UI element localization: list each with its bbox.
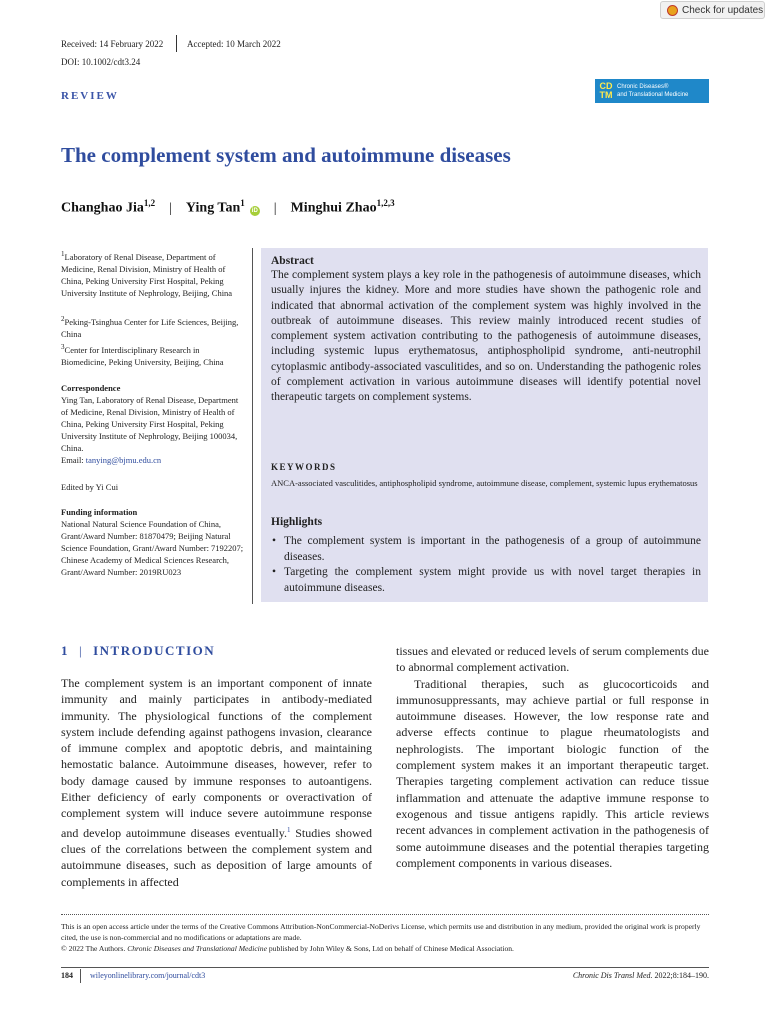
license-text: This is an open access article under the terms of the Creative Commons Attribution-NonCommercial-NoDerivs License, which permits use and distribution in any medium, provided the original work is properly cited, the use is non-commercial and no modifications or adaptations are made. © 2022 The Authors. Chronic Diseases and Translational Medicine published by John Wiley & Sons, Ltd on behalf of Chinese Medical Association. (61, 922, 701, 953)
highlight-item: • The complement system is important in the pathogenesis of a group of autoimmune diseases. (272, 535, 701, 563)
abstract-text: The complement system plays a key role in the pathogenesis of autoimmune diseases, which usually injures the kidney. More and more studies have shown the pathogenic role and indicated that abnormal activation of the complement system was highly involved in the outbreak of autoimmune diseases. This review mainly introduced recent studies of complement system activation contributing to the pathogenesis of autoimmune diseases, including systemic lupus erythematosus, antiphospholipid syndrome, anti-neutrophil cytoplasmic antibody-associated vasculitides, and so on. Understanding the pathogenic roles of complement activation in various autoimmune diseases will identify potential novel therapeutic targets on complement systems. (271, 269, 701, 404)
author-name[interactable]: Minghui Zhao$^{1,2,3}$ (290, 198, 395, 216)
body-column-left (61, 675, 372, 890)
check-for-updates-label: Check for updates (682, 4, 764, 16)
keywords-text: ANCA-associated vasculitides, antiphospholipid syndrome, autoimmune disease, complement, systemic lupus erythematosus (271, 478, 698, 488)
orcid-icon[interactable]: iD (251, 207, 258, 214)
highlights-list (271, 534, 701, 596)
doi: DOI: 10.1002/cdt3.24 (61, 57, 141, 67)
highlights-heading: Highlights (271, 516, 323, 528)
keywords-heading: KEYWORDS (271, 462, 337, 472)
author-name[interactable]: Ying Tan$^1$ (185, 198, 245, 216)
correspondence-email-link[interactable]: tanying@bjmu.edu.cn (85, 455, 162, 465)
highlight-item: • Targeting the complement system might provide us with novel target therapies in autoimmune diseases. (272, 566, 701, 594)
received-date: Received: 14 February 2022 (61, 39, 164, 49)
journal-logo-mark: CD TM (599, 81, 613, 100)
bullet-icon: • (272, 535, 277, 547)
footer-separator (80, 969, 81, 983)
journal-logo[interactable] (595, 79, 709, 103)
journal-logo-line1: Chronic Diseases® (617, 84, 669, 90)
article-title: The complement system and autoimmune diseases (61, 143, 511, 167)
bullet-icon: • (272, 566, 277, 578)
body-paragraph: Traditional therapies, such as glucocorticoids and immunosuppressants, may achieve partial or full response in autoimmune diseases. However, the low response rate and adverse effects continue to plague rheumatologists and nephrologists. The important biologic function of the complement system makes it an important therapeutic target. Therapies targeting complement activation can reduce tissue inflammation and attenuate the adaptive immune response to exogenous and tissue antigens rapidly. This article reviews recent advances in complement activation in the pathogenesis of some autoimmune diseases and the potential therapies targeting complement components in various diseases. (396, 676, 709, 870)
body-column-right (396, 643, 709, 871)
correspondence-block: Correspondence Ying Tan, Laboratory of Renal Disease, Department of Medicine, Renal Division, Ministry of Health of China, Peking University First Hospital, Peking University Institute of Nephrology, Beijing 100034, China. Email: tanying@bjmu.edu.cn (61, 382, 246, 466)
article-type: REVIEW (61, 90, 119, 102)
affiliation: $^1$Laboratory of Renal Disease, Department of Medicine, Renal Division, Ministry of Health of China, Peking University First Hospital, Peking University Institute of Nephrology, Beijing, China (61, 250, 233, 298)
funding-text: National Natural Science Foundation of China, Grant/Award Number: 81870479; Beijing Natural Science Foundation, Grant/Award Number: 7192207; Chinese Academy of Medical Sciences Research, Grant/Award Number: 2019RU023 (61, 519, 244, 577)
affiliation: $^2$Peking-Tsinghua Center for Life Sciences, Beijing, China (61, 315, 239, 339)
author-separator: | (169, 200, 172, 216)
body-paragraph: Studies showed clues of the correlations between the complement system and autoimmune diseases, such as deposition of large amounts of complements in affected (61, 825, 373, 889)
author-name[interactable]: Changhao Jia$^{1,2}$ (61, 198, 156, 216)
body-paragraph: The complement system is an important component of innate immunity and mainly participates in antibody-mediated immunity. The physiological functions of the complement system include defending against pathogens invasion, clearance of immune complex and apoptotic debris, and maintaining hemostatic balance. Autoimmune diseases, however, refer to body damage caused by immune responses to autoantigens. Either deficiency of early components or overactivation of complement system will induce severe autoimmune response and develop autoimmune diseases eventually. (61, 676, 372, 840)
funding-block (61, 506, 246, 578)
author-list (61, 198, 395, 217)
check-for-updates-button[interactable] (660, 1, 765, 19)
reference-link[interactable]: 1 (286, 825, 291, 834)
edited-by: Edited by Yi Cui (61, 482, 119, 492)
sidebar-divider (252, 248, 253, 604)
journal-logo-line2: and Translational Medicine (617, 92, 689, 98)
abstract-heading: Abstract (271, 255, 314, 267)
body-paragraph: tissues and elevated or reduced levels of serum complements due to abnormal complement activation. (396, 644, 709, 675)
section-heading: 1 | INTRODUCTION (61, 643, 216, 658)
funding-heading: Funding information (61, 507, 138, 517)
citation: Chronic Dis Transl Med. 2022;8:184–190. (572, 971, 709, 980)
author-separator: | (273, 200, 277, 216)
accepted-date: Accepted: 10 March 2022 (187, 39, 281, 49)
page-number: 184 (61, 971, 73, 980)
journal-url-link[interactable]: wileyonlinelibrary.com/journal/cdt3 (90, 971, 206, 980)
correspondence-text: Ying Tan, Laboratory of Renal Disease, Department of Medicine, Renal Division, Ministry of Health of China, Peking University First Hospital, Peking University Institute of Nephrology, Beijing 100034, China. (61, 395, 239, 453)
meta-divider (176, 35, 177, 52)
affiliation: $^3$Center for Interdisciplinary Research in Biomedicine, Peking University, Beijing, China (61, 343, 224, 367)
license-divider (61, 914, 709, 915)
crossmark-icon (667, 5, 678, 16)
footer-divider (61, 967, 709, 968)
correspondence-heading: Correspondence (61, 383, 121, 393)
